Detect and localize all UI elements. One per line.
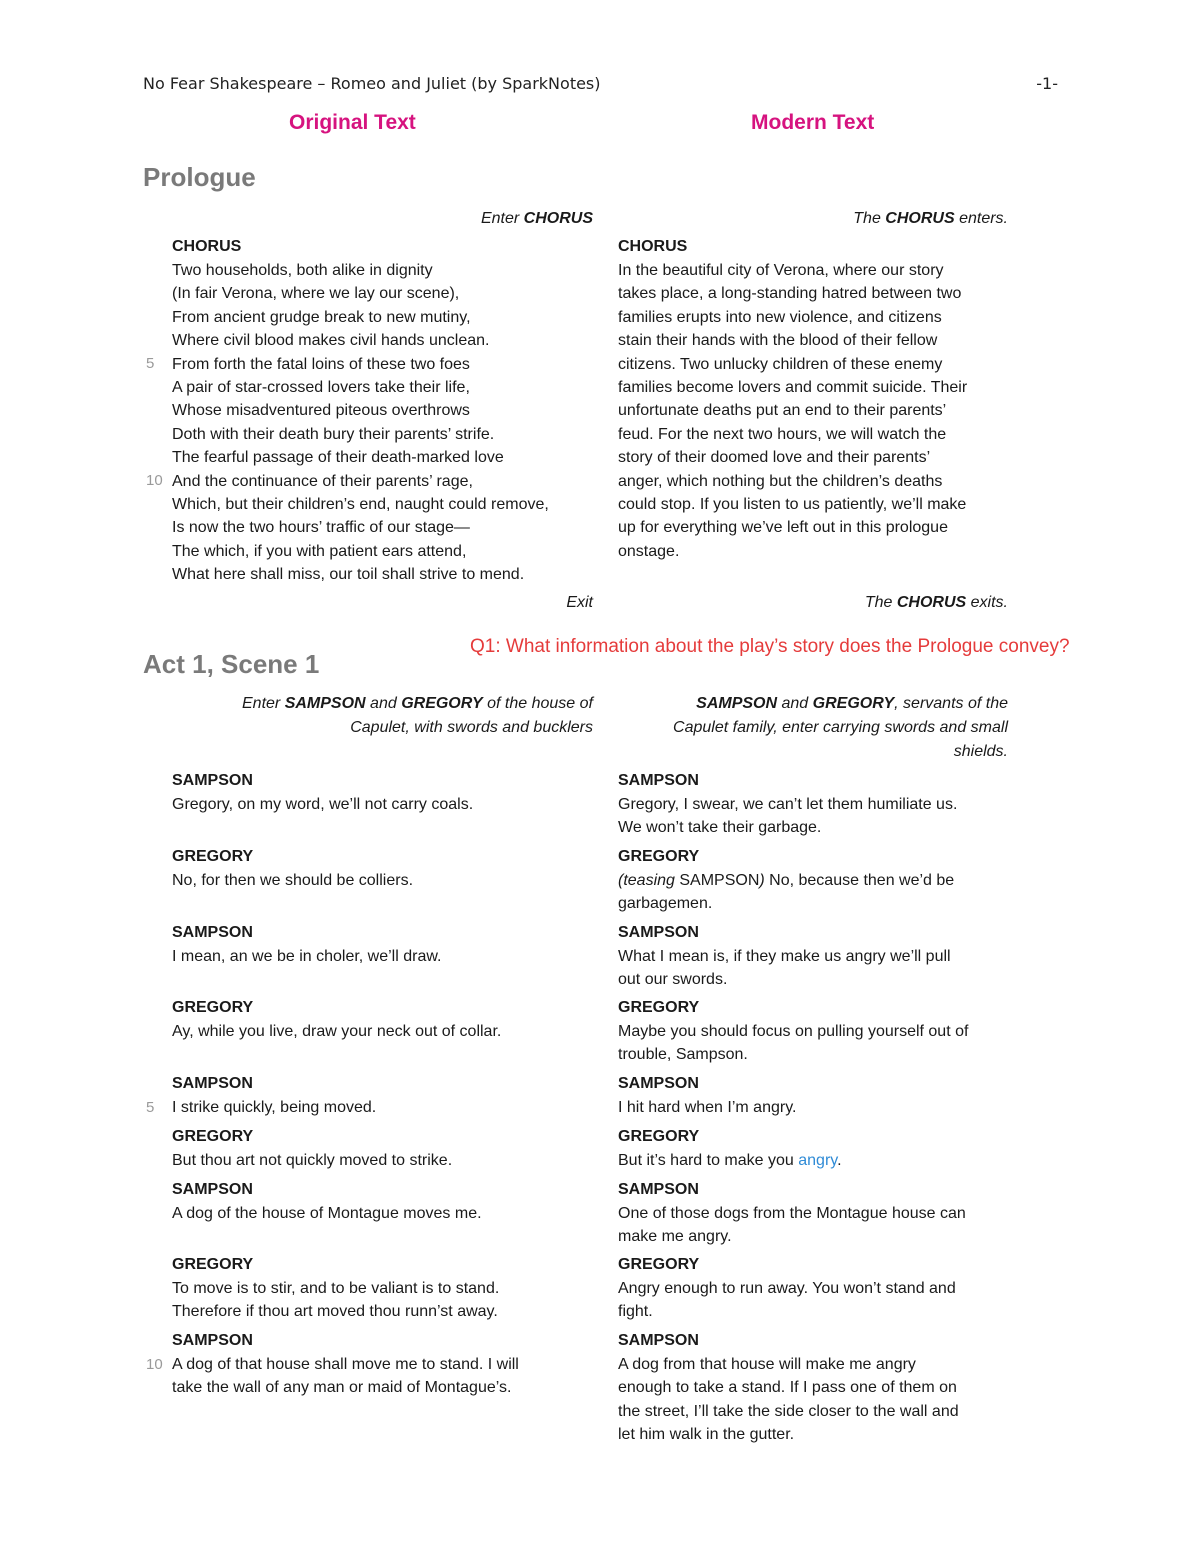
study-question: Q1: What information about the play’s story does the Prologue convey?	[470, 636, 1070, 657]
modern-speech: GREGORY Angry enough to run away. You won’t stand and fight.	[618, 1256, 956, 1321]
modern-speech: SAMPSON I hit hard when I’m angry.	[618, 1075, 797, 1116]
line-number: 5	[146, 1099, 155, 1116]
page-number: -1-	[1036, 74, 1058, 93]
verse-line: The which, if you with patient ears attend,	[172, 542, 467, 560]
modern-speech: SAMPSON One of those dogs from the Montague house can make me angry.	[618, 1181, 966, 1246]
prose-line: up for everything we’ve left out in this prologue	[618, 519, 948, 537]
verse-line: Is now the two hours’ traffic of our stage—	[172, 519, 470, 537]
modern-speech: GREGORY Maybe you should focus on pulling yourself out of trouble, Sampson.	[618, 999, 969, 1064]
prose-line: unfortunate deaths put an end to their parents’	[618, 402, 947, 420]
verse-line: Two households, both alike in dignity	[172, 262, 433, 279]
original-speech: SAMPSON I strike quickly, being moved.	[172, 1075, 377, 1116]
original-speech: SAMPSON I mean, an we be in choler, we’ll draw.	[172, 924, 442, 965]
modern-speech: GREGORY But it’s hard to make you angry.	[618, 1128, 842, 1169]
prose-line: could stop. If you listen to us patiently, we’ll make	[618, 496, 967, 514]
prose-line: onstage.	[618, 542, 680, 560]
modern-speech: SAMPSON What I mean is, if they make us angry we’ll pull out our swords.	[618, 924, 951, 989]
verse-line: And the continuance of their parents’ rage,	[172, 472, 473, 490]
modern-text-heading: Modern Text	[751, 111, 875, 134]
act1-scene1-heading: Act 1, Scene 1	[143, 649, 320, 679]
speaker-name: CHORUS	[618, 238, 688, 255]
original-speech: GREGORY To move is to stir, and to be valiant is to stand. Therefore if thou art moved thou runn’st away.	[172, 1256, 500, 1321]
line-number: 10	[146, 472, 163, 489]
prose-line: stain their hands with the blood of their fellow	[618, 332, 938, 350]
prologue-original-speech	[172, 235, 612, 587]
original-speech: SAMPSON Gregory, on my word, we’ll not carry coals.	[172, 772, 474, 813]
verse-line: (In fair Verona, where we lay our scene),	[172, 285, 460, 303]
page-header	[143, 74, 1058, 93]
verse-line: From forth the fatal loins of these two foes	[172, 355, 470, 373]
modern-speech: SAMPSON Gregory, I swear, we can’t let them humiliate us. We won’t take their garbage.	[618, 772, 958, 837]
prose-line: families become lovers and commit suicide. Their	[618, 379, 968, 397]
original-speech: GREGORY No, for then we should be colliers.	[172, 848, 414, 889]
verse-line: From ancient grudge break to new mutiny,	[172, 308, 471, 326]
verse-line: Doth with their death bury their parents’ strife.	[172, 425, 495, 443]
prose-line: takes place, a long-standing hatred between two	[618, 285, 962, 303]
prose-line: In the beautiful city of Verona, where our story	[618, 262, 944, 279]
original-speech: SAMPSON A dog of that house shall move me to stand. I will take the wall of any man or maid of Montague’s.	[172, 1332, 519, 1397]
modern-speech: GREGORY (teasing SAMPSON) No, because then we’d be garbagemen.	[618, 848, 955, 913]
original-text-heading: Original Text	[289, 111, 416, 134]
stage-direction-enter-modern: The CHORUS enters.	[853, 210, 1008, 227]
prologue-modern-speech	[618, 235, 1018, 563]
original-speech: GREGORY Ay, while you live, draw your neck out of collar.	[172, 999, 502, 1040]
prologue-heading: Prologue	[143, 162, 256, 192]
verse-line: A pair of star-crossed lovers take their life,	[172, 379, 470, 397]
prose-line: story of their doomed love and their parents’	[618, 449, 931, 467]
highlighted-word: angry	[798, 1152, 838, 1169]
verse-line: The fearful passage of their death-marked love	[172, 449, 504, 467]
stage-direction-act1-original: Enter SAMPSON and GREGORY of the house of Capulet, with swords and bucklers	[242, 695, 593, 736]
original-speech: SAMPSON A dog of the house of Montague moves me.	[172, 1181, 482, 1222]
original-speech: GREGORY But thou art not quickly moved to strike.	[172, 1128, 453, 1169]
stage-direction-exit-modern: The CHORUS exits.	[864, 594, 1008, 611]
stage-direction-enter-original: Enter CHORUS	[480, 210, 593, 227]
verse-line: Whose misadventured piteous overthrows	[172, 402, 470, 420]
line-number: 10	[146, 1356, 163, 1373]
verse-line: Where civil blood makes civil hands unclean.	[172, 332, 490, 350]
prose-line: anger, which nothing but the children’s deaths	[618, 472, 943, 490]
line-number: 5	[146, 355, 155, 372]
verse-line: Which, but their children’s end, naught could remove,	[172, 496, 549, 514]
prose-line: citizens. Two unlucky children of these enemy	[618, 355, 943, 373]
stage-direction-exit-original: Exit	[566, 594, 593, 611]
verse-line: What here shall miss, our toil shall strive to mend.	[172, 566, 525, 584]
modern-speech: SAMPSON A dog from that house will make me angry enough to take a stand. If I pass one of them on the street, I’ll take the side closer to the wall and let him walk in the gutter.	[618, 1332, 959, 1444]
document-title: No Fear Shakespeare – Romeo and Juliet (by SparkNotes)	[143, 74, 601, 93]
prose-line: families erupts into new violence, and citizens	[618, 308, 942, 326]
stage-direction-act1-modern: SAMPSON and GREGORY, servants of the Capulet family, enter carrying swords and small shields.	[673, 695, 1008, 760]
prose-line: feud. For the next two hours, we will watch the	[618, 425, 947, 443]
speaker-name: CHORUS	[172, 238, 242, 255]
